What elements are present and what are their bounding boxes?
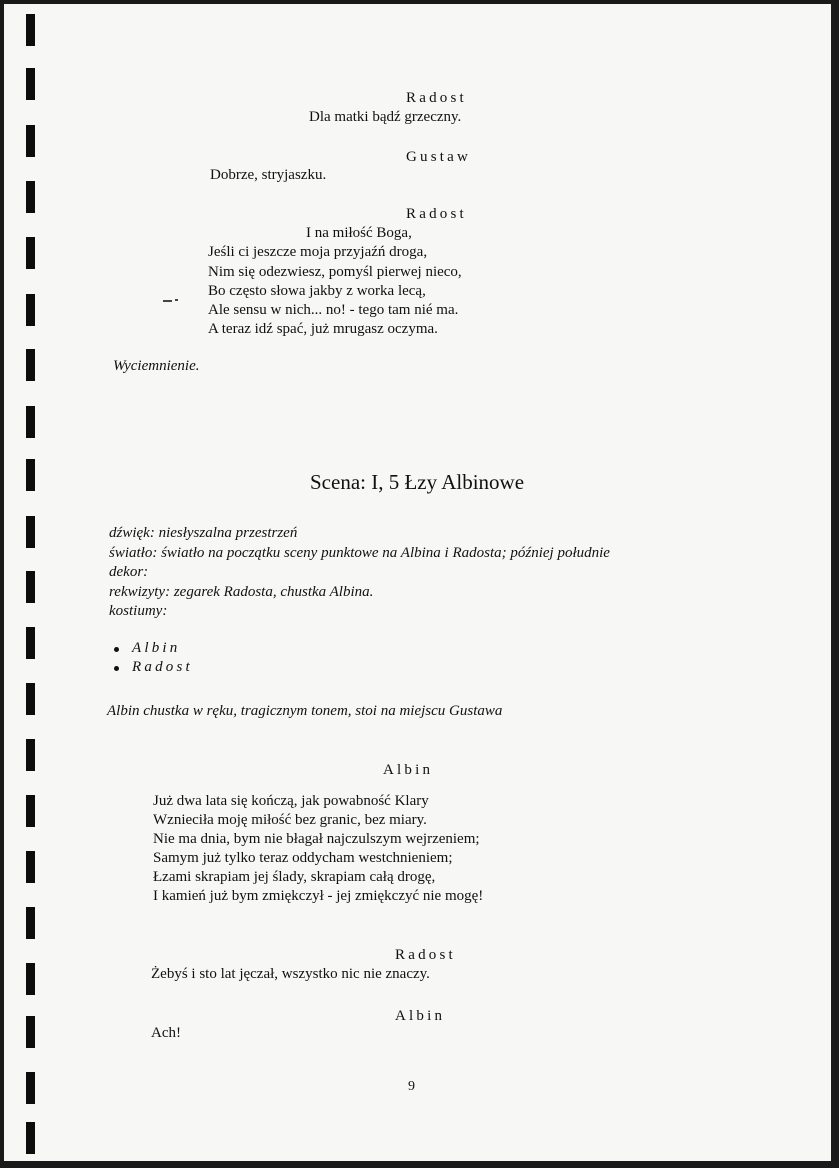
binding-hole [26, 571, 35, 603]
scene-note: dźwięk: niesłyszalna przestrzeń [109, 525, 298, 541]
dialogue-line: I na miłość Boga, [306, 225, 412, 241]
dialogue-line: Dla matki bądź grzeczny. [309, 109, 462, 125]
dialogue-line: A teraz idź spać, już mrugasz oczyma. [208, 321, 438, 337]
character-list-item: Albin [132, 640, 181, 656]
scene-note: kostiumy: [109, 603, 168, 619]
page-number: 9 [408, 1079, 415, 1094]
dialogue-line: Samym już tylko teraz oddycham westchnieniem; [153, 850, 453, 866]
binding-hole [26, 795, 35, 827]
scene-note: dekor: [109, 564, 149, 580]
binding-hole [26, 963, 35, 995]
dialogue-line: Bo często słowa jakby z worka lecą, [208, 283, 426, 299]
binding-hole [26, 459, 35, 491]
scene-title: Scena: I, 5 Łzy Albinowe [310, 470, 525, 494]
dialogue-line: Ale sensu w nich... no! - tego tam nié ma. [208, 302, 459, 318]
dialogue-line: Nim się odezwiesz, pomyśl pierwej nieco, [208, 264, 462, 280]
binding-hole [26, 14, 35, 46]
dialogue-line: I kamień już bym zmiękczył - jej zmiękczyć nie mogę! [153, 888, 484, 904]
binding-hole [26, 294, 35, 326]
binding-hole [26, 683, 35, 715]
dialogue-line: Wznieciła moję miłość bez granic, bez miary. [153, 812, 427, 828]
binding-hole [26, 237, 35, 269]
speaker-name: Radost [406, 206, 467, 222]
character-list-item: Radost [132, 659, 193, 675]
binding-hole [26, 349, 35, 381]
scene-note: rekwizyty: zegarek Radosta, chustka Albina. [109, 584, 374, 600]
binding-hole [26, 68, 35, 100]
dialogue-line: Jeśli ci jeszcze moja przyjaźń droga, [208, 244, 428, 260]
dialogue-line: Żebyś i sto lat jęczał, wszystko nic nie znaczy. [151, 966, 430, 982]
binding-hole [26, 125, 35, 157]
dialogue-line: Łzami skrapiam jej ślady, skrapiam całą drogę, [153, 869, 436, 885]
stage-direction: Albin chustka w ręku, tragicznym tonem, stoi na miejscu Gustawa [107, 703, 503, 719]
speaker-name: Radost [406, 90, 467, 106]
binding-hole [26, 406, 35, 438]
speaker-name: Albin [395, 1008, 446, 1024]
document-page [4, 4, 831, 1161]
speaker-name: Gustaw [406, 149, 472, 165]
dialogue-line: Nie ma dnia, bym nie błagał najczulszym wejrzeniem; [153, 831, 480, 847]
speaker-name: Radost [395, 947, 456, 963]
stage-direction: Wyciemnienie. [113, 358, 200, 374]
pencil-mark [163, 300, 179, 304]
dialogue-line: Dobrze, stryjaszku. [210, 167, 327, 183]
dialogue-line: Ach! [151, 1025, 181, 1041]
binding-hole [26, 1016, 35, 1048]
binding-hole [26, 1122, 35, 1154]
scene-note: światło: światło na początku sceny punktowe na Albina i Radosta; później południe [109, 545, 610, 561]
binding-hole [26, 739, 35, 771]
dialogue-line: Już dwa lata się kończą, jak powabność Klary [153, 793, 429, 809]
binding-hole [26, 627, 35, 659]
bullet [114, 666, 119, 671]
binding-hole [26, 516, 35, 548]
binding-hole [26, 1072, 35, 1104]
binding-hole [26, 181, 35, 213]
speaker-name: Albin [383, 762, 434, 778]
binding-hole [26, 851, 35, 883]
spiral-binding [26, 4, 36, 1161]
binding-hole [26, 907, 35, 939]
bullet [114, 647, 119, 652]
